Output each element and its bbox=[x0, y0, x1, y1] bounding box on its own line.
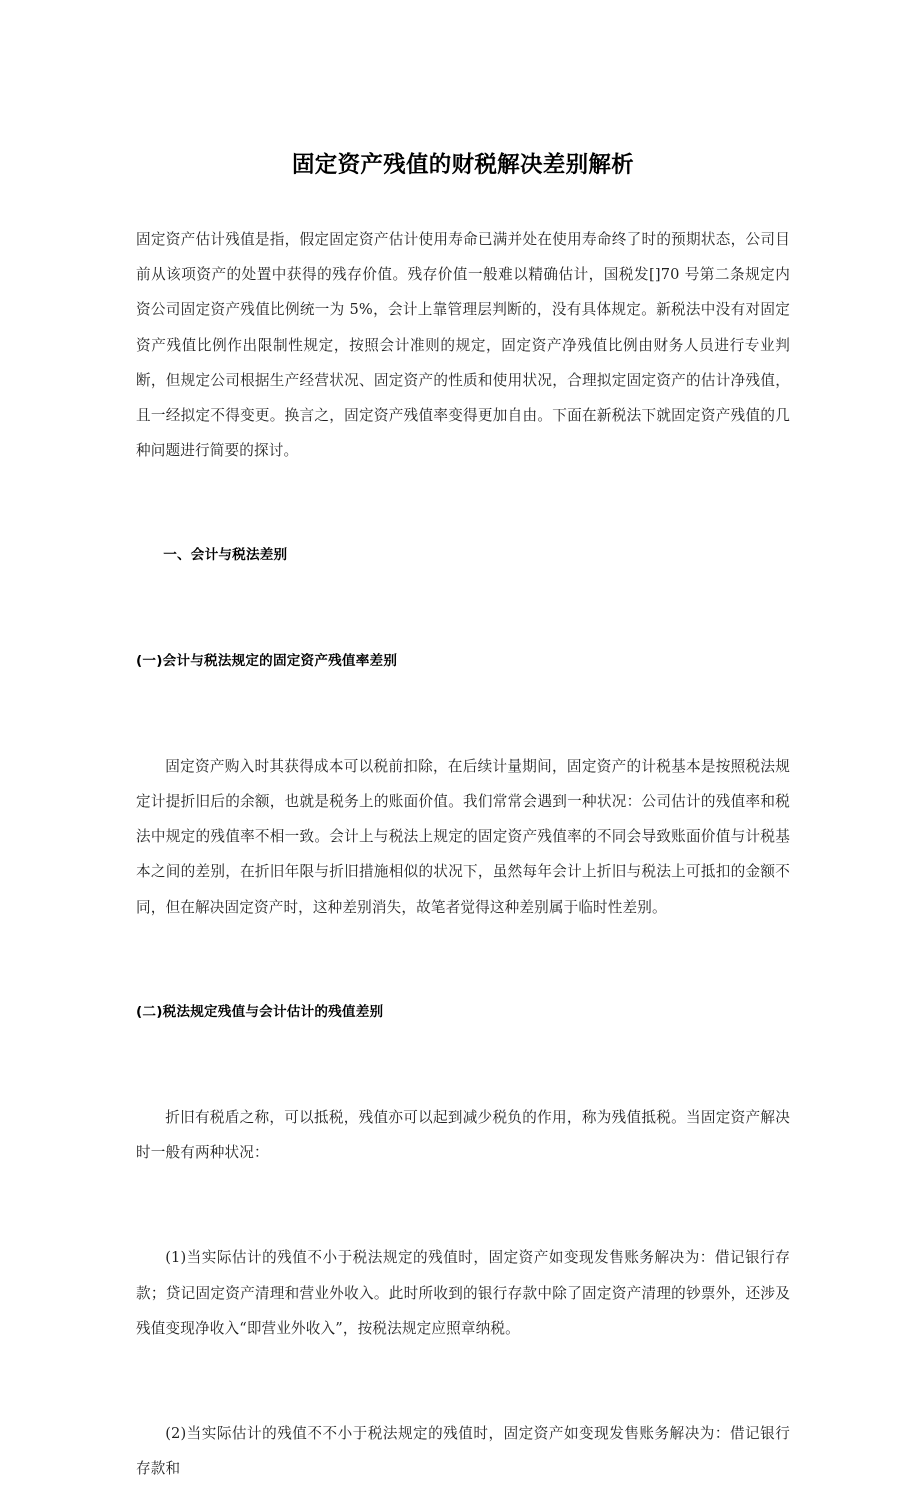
spacer bbox=[136, 1170, 790, 1240]
subsection-one-paragraph: 固定资产购入时其获得成本可以税前扣除，在后续计量期间，固定资产的计税基本是按照税法规定计提折旧后的余额，也就是税务上的账面价值。我们常常会遇到一种状况：公司估计的残值率和税法中规定的残值率不相一致。会计上与税法上规定的固定资产残值率的不同会导致账面价值与计税基本之间的差别，在折旧年限与折旧措施相似的状况下，虽然每年会计上折旧与税法上可抵扣的金额不同，但在解决固定资产时，这种差别消失，故笔者觉得这种差别属于临时性差别。 bbox=[136, 757, 790, 916]
spacer bbox=[136, 1030, 790, 1100]
intro-paragraph: 固定资产估计残值是指，假定固定资产估计使用寿命已满并处在使用寿命终了时的预期状态，公司目前从该项资产的处置中获得的残存价值。残存价值一般难以精确估计，国税发[]70 号第二条规定内资公司固定资产残值比例统一为 5%，会计上靠管理层判断的，没有具体规定。新税法中没有对固定资产残值比例作出限制性规定，按照会计准则的规定，固定资产净残值比例由财务人员进行专业判断，但规定公司根据生产经营状况、固定资产的性质和使用状况，合理拟定固定资产的估计净残值，且一经拟定不得变更。换言之，固定资产残值率变得更加自由。下面在新税法下就固定资产残值的几种问题进行简要的探讨。 bbox=[136, 231, 790, 460]
document-body bbox=[136, 222, 790, 1486]
item-one-paragraph: (1)当实际估计的残值不小于税法规定的残值时，固定资产如变现发售账务解决为：借记银行存款；贷记固定资产清理和营业外收入。此时所收到的银行存款中除了固定资产清理的钞票外，还涉及残值变现净收入“即营业外收入”，按税法规定应照章纳税。 bbox=[136, 1249, 790, 1337]
spacer bbox=[136, 468, 790, 538]
spacer bbox=[136, 679, 790, 749]
subsection-heading-two: (二)税法规定残值与会计估计的残值差别 bbox=[136, 1003, 384, 1020]
subsection-heading-one: (一)会计与税法规定的固定资产残值率差别 bbox=[136, 652, 398, 669]
section-heading-one: 一、会计与税法差别 bbox=[163, 547, 288, 564]
item-two-paragraph: (2)当实际估计的残值不不小于税法规定的残值时，固定资产如变现发售账务解决为：借记银行存款和 bbox=[136, 1425, 790, 1478]
spacer bbox=[136, 574, 790, 644]
subsection-two-paragraph: 折旧有税盾之称，可以抵税，残值亦可以起到减少税负的作用，称为残值抵税。当固定资产解决时一般有两种状况： bbox=[136, 1109, 790, 1162]
spacer bbox=[136, 1346, 790, 1416]
page-title: 固定资产残值的财税解决差别解析 bbox=[291, 152, 634, 178]
spacer bbox=[136, 925, 790, 995]
